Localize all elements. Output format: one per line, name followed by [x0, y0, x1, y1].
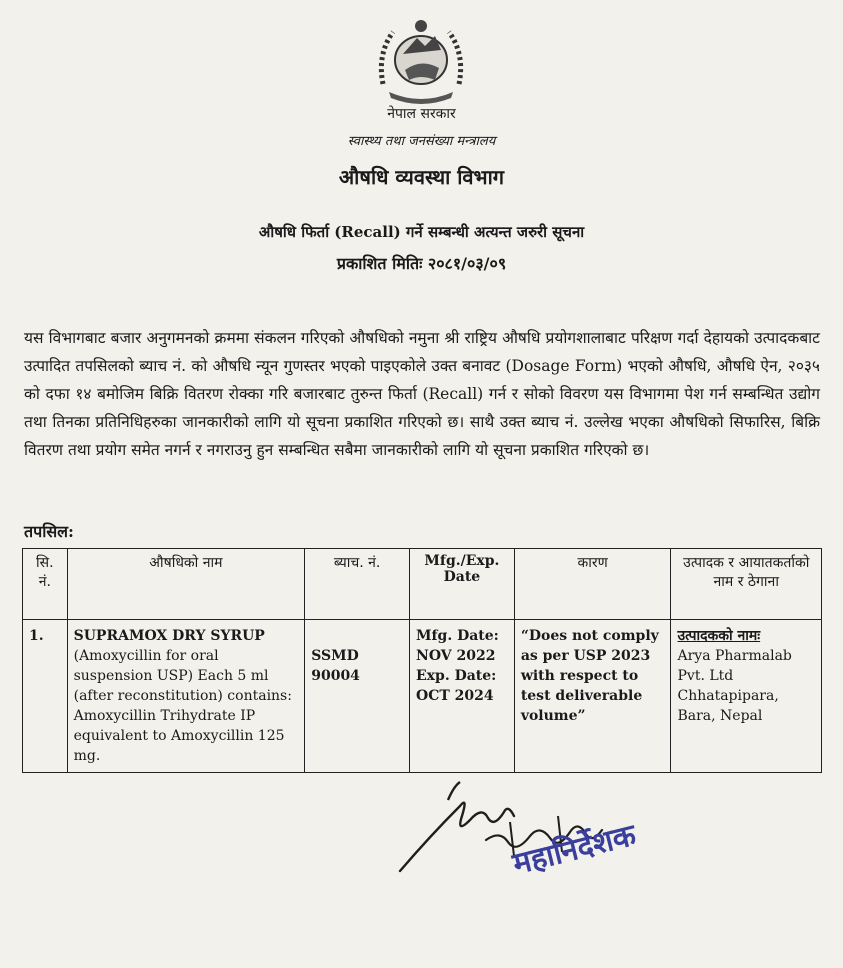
department-name: औषधि व्यवस्था विभाग	[338, 165, 505, 189]
annex-label: तपसिल:	[24, 522, 74, 541]
row-dates-cell	[410, 620, 515, 773]
ministry-name: स्वास्थ्य तथा जनसंख्या मन्त्रालय	[347, 134, 496, 149]
row-reason: “Does not comply as per USP 2023 with respect to test deliverable volume”	[514, 620, 671, 773]
row-manufacturer: Arya Pharmalab Pvt. Ltd Chhatapipara, Bara, Nepal	[677, 648, 792, 724]
row-manufacturer-cell	[671, 620, 822, 773]
header-batch: ब्याच. नं.	[305, 549, 410, 620]
row-mfg-date: Mfg. Date: NOV 2022	[416, 628, 499, 664]
recall-table	[22, 548, 822, 773]
row-product-name: SUPRAMOX DRY SYRUP	[73, 628, 265, 644]
header-drug-name: औषधिको नाम	[67, 549, 305, 620]
director-general-stamp: महानिर्देशक	[509, 817, 640, 883]
header-manufacturer: उत्पादक र आयातकर्ताको नाम र ठेगाना	[671, 549, 822, 620]
table-row	[23, 620, 822, 773]
row-exp-date: Exp. Date: OCT 2024	[416, 668, 497, 704]
row-sn: 1.	[23, 620, 68, 773]
row-drug-cell	[67, 620, 305, 773]
header-sn: सि. नं.	[23, 549, 68, 620]
notice-title: औषधि फिर्ता (Recall) गर्ने सम्बन्धी अत्यन्त जरुरी सूचना	[258, 223, 585, 241]
header-reason: कारण	[514, 549, 671, 620]
row-manufacturer-label: उत्पादकको नामः	[677, 628, 761, 644]
published-date: प्रकाशित मितिः २०८१/०३/०९	[336, 254, 507, 273]
nepal-emblem-icon	[373, 14, 469, 106]
header-mfg-exp: Mfg./Exp. Date	[410, 549, 515, 620]
row-composition: (Amoxycillin for oral suspension USP) Each 5 ml (after reconstitution) contains: Amoxycillin Trihydrate IP equivalent to Amoxycillin 125 mg.	[73, 648, 292, 764]
government-name: नेपाल सरकार	[387, 106, 456, 122]
row-batch: SSMD 90004	[305, 620, 410, 773]
table-header-row	[23, 549, 822, 620]
notice-body: यस विभागबाट बजार अनुगमनको क्रममा संकलन गरिएको औषधिको नमुना श्री राष्ट्रिय औषधि प्रयोगशालाबाट परिक्षण गर्दा देहायको उत्पादकबाट उत्पादित तपसिलको ब्याच नं. को औषधि न्यून गुणस्तर भएको पाइएकोले उक्त बनावट (Dosage Form) भएको औषधि, औषधि ऐन, २०३५ को दफा १४ बमोजिम बिक्रि वितरण रोक्का गरि बजारबाट तुरुन्त फिर्ता (Recall) गर्न र सोको विवरण यस विभागमा पेश गर्न सम्बन्धित उद्योग तथा तिनका प्रतिनिधिहरुका जानकारीको लागि यो सूचना प्रकाशित गरिएको छ। साथै उक्त ब्याच नं. उल्लेख भएका औषधिको सिफारिस, बिक्रि वितरण तथा प्रयोग समेत नगर्न र नगराउनु हुन सम्बन्धित सबैमा जानकारीको लागि यो सूचना प्रकाशित गरिएको छ।	[24, 329, 820, 459]
